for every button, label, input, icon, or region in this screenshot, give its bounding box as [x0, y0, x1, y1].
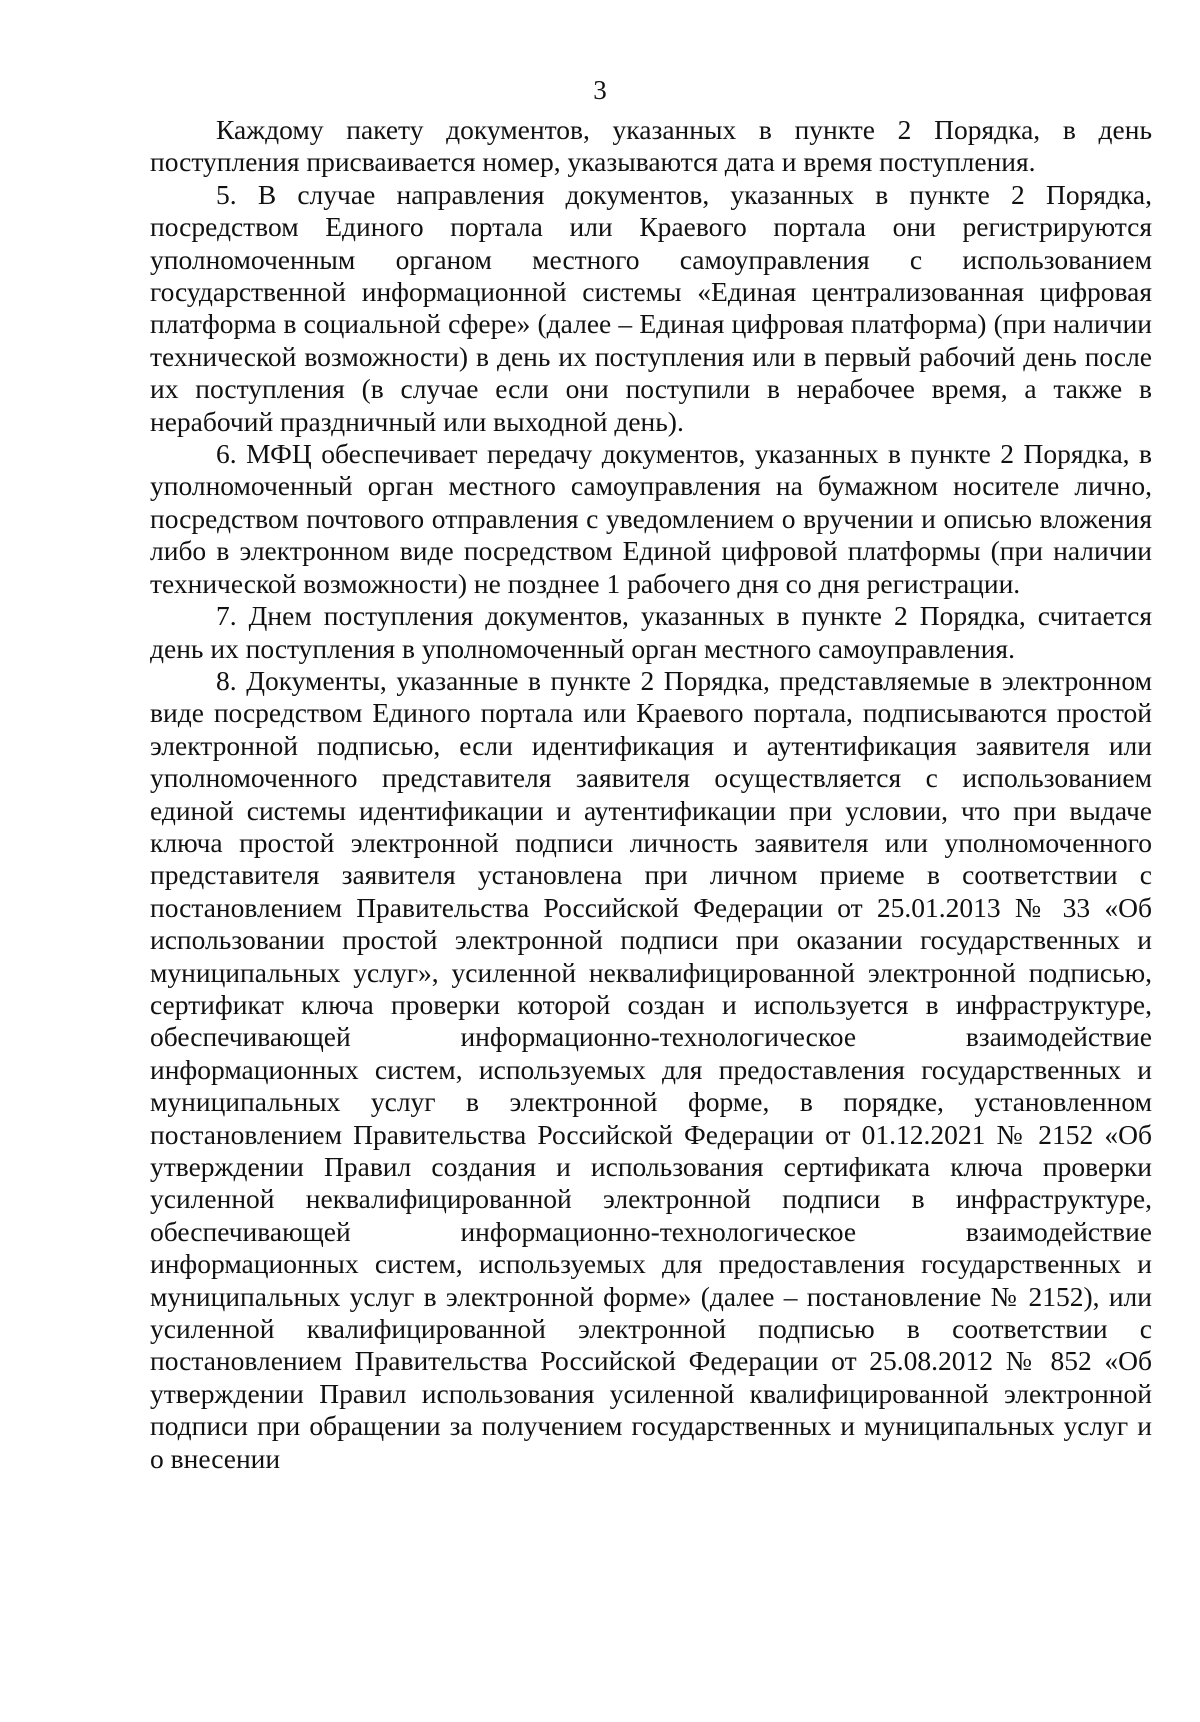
paragraph-7-receipt-date: 7. Днем поступления документов, указанных в пункте 2 Порядка, считается день их поступления в уполномоченный орган местного самоуправления.	[150, 600, 1152, 664]
paragraph-intake-numbering: Каждому пакету документов, указанных в пункте 2 Порядка, в день поступления присваивается номер, указываются дата и время поступления.	[150, 114, 1152, 178]
paragraph-5-portal-registration: 5. В случае направления документов, указанных в пункте 2 Порядка, посредством Единого портала или Краевого портала они регистрируются уполномоченным органом местного самоуправления с использованием государственной информационной системы «Единая централизованная цифровая платформа в социальной сфере» (далее – Единая цифровая платформа) (при наличии технической возможности) в день их поступления или в первый рабочий день после их поступления (в случае если они поступили в нерабочее время, а также в нерабочий праздничный или выходной день).	[150, 178, 1152, 437]
document-body	[150, 114, 1152, 1475]
paragraph-6-mfc-transfer: 6. МФЦ обеспечивает передачу документов, указанных в пункте 2 Порядка, в уполномоченный орган местного самоуправления на бумажном носителе лично, посредством почтового отправления с уведомлением о вручении и описью вложения либо в электронном виде посредством Единой цифровой платформы (при наличии технической возможности) не позднее 1 рабочего дня со дня регистрации.	[150, 438, 1152, 599]
paragraph-8-electronic-signature: 8. Документы, указанные в пункте 2 Порядка, представляемые в электронном виде посредством Единого портала или Краевого портала, подписываются простой электронной подписью, если идентификация и аутентификация заявителя или уполномоченного представителя заявителя осуществляется с использованием единой системы идентификации и аутентификации при условии, что при выдаче ключа простой электронной подписи личность заявителя или уполномоченного представителя заявителя установлена при личном приеме в соответствии с постановлением Правительства Российской Федерации от 25.01.2013 № 33 «Об использовании простой электронной подписи при оказании государственных и муниципальных услуг», усиленной неквалифицированной электронной подписью, сертификат ключа проверки которой создан и используется в инфраструктуре, обеспечивающей информационно-технологическое взаимодействие информационных систем, используемых для предоставления государственных и муниципальных услуг в электронной форме, в порядке, установленном постановлением Правительства Российской Федерации от 01.12.2021 № 2152 «Об утверждении Правил создания и использования сертификата ключа проверки усиленной неквалифицированной электронной подписи в инфраструктуре, обеспечивающей информационно-технологическое взаимодействие информационных систем, используемых для предоставления государственных и муниципальных услуг в электронной форме» (далее – постановление № 2152), или усиленной квалифицированной электронной подписью в соответствии с постановлением Правительства Российской Федерации от 25.08.2012 № 852 «Об утверждении Правил использования усиленной квалифицированной электронной подписи при обращении за получением государственных и муниципальных услуг и о внесении	[150, 664, 1152, 1474]
page-number: 3	[593, 75, 607, 105]
